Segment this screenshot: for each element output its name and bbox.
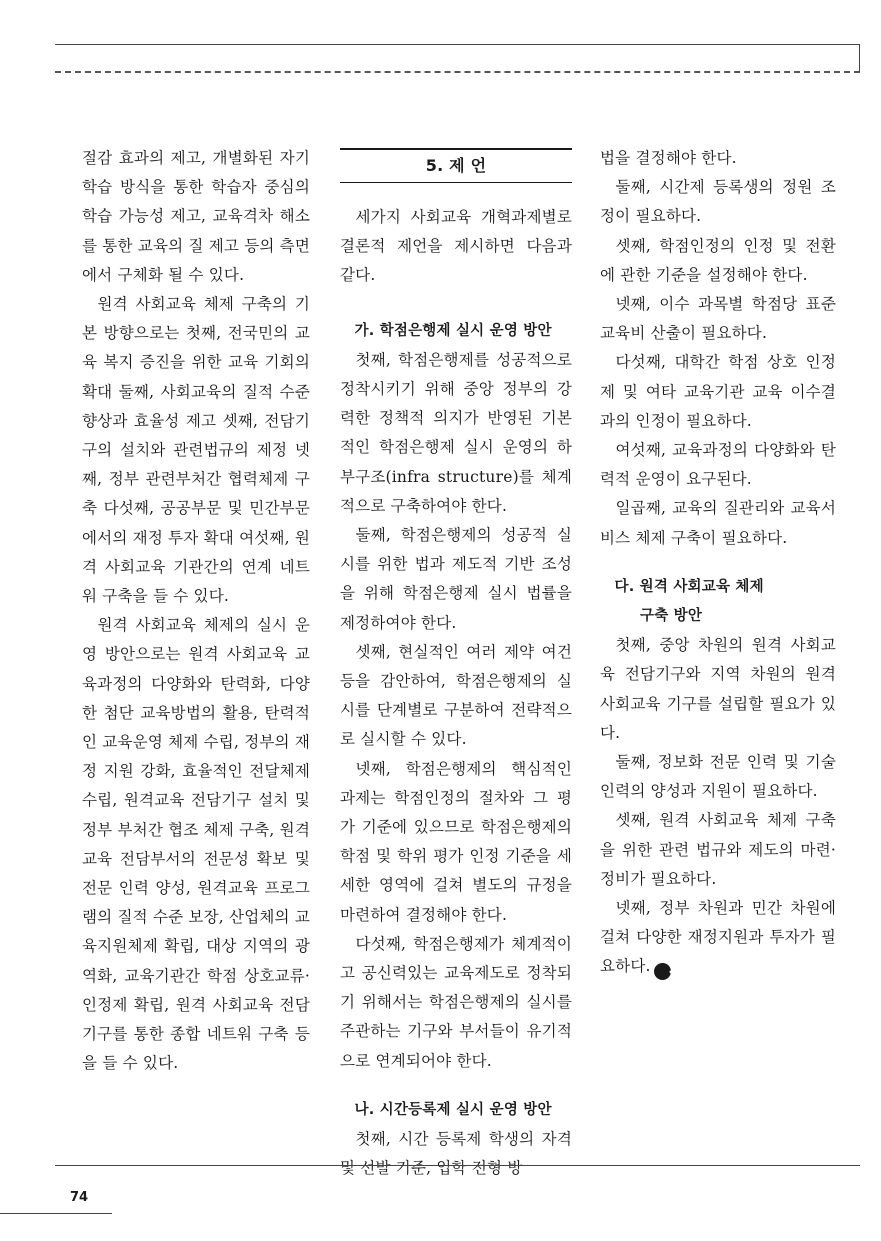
subsection-a-paragraph-2: 둘째, 학점은행제의 성공적 실시를 위한 법과 제도적 기반 조성을 위해 학점은행제 실시 법률을 제정하여야 한다.	[340, 526, 572, 632]
subsection-b-paragraph-3: 셋째, 학점인정의 인정 및 전환에 관한 기준을 설정해야 한다.	[600, 236, 836, 284]
page-number: 74	[70, 1190, 89, 1205]
header-rule-dashed	[55, 71, 860, 73]
header-rule-end	[859, 44, 860, 72]
subsection-c-title-cont: 구축 방안	[640, 608, 703, 625]
subsection-a-paragraph-3: 셋째, 현실적인 여러 제약 여건 등을 감안하여, 학점은행제의 실시를 단계별로 구분하여 전략적으로 실시할 수 있다.	[340, 642, 572, 749]
subsection-c-paragraph-3: 셋째, 원격 사회교육 체제 구축을 위한 관련 법규와 제도의 마련·정비가 필요하다.	[600, 811, 836, 888]
subsection-a-title: 가. 학점은행제 실시 운영 방안	[354, 322, 552, 339]
subsection-b-paragraph-2: 둘째, 시간제 등록생의 정원 조정이 필요하다.	[600, 178, 836, 226]
column-1	[82, 144, 310, 1079]
column-3	[600, 144, 836, 982]
end-of-article-icon: ◆	[654, 963, 671, 980]
section-title: 5. 제 언	[340, 148, 572, 183]
subsection-a-paragraph-4: 넷째, 학점은행제의 핵심적인 과제는 학점인정의 절차와 그 평가 기준에 있으므로 학점은행제의 학점 및 학위 평가 인정 기준을 세세한 영역에 걸쳐 별도의 규정을 마련하여 결정해야 한다.	[340, 759, 572, 924]
subsection-b-title: 나. 시간등록제 실시 운영 방안	[354, 1101, 552, 1118]
subsection-c-paragraph-4	[600, 894, 836, 982]
subsection-c-title: 다. 원격 사회교육 체제	[614, 578, 764, 595]
column-1-paragraph-2: 원격 사회교육 체제 구축의 기본 방향으로는 첫째, 전국민의 교육 복지 증진을 위한 교육 기회의 확대 둘째, 사회교육의 질적 수준 향상과 효율성 제고 셋째, 전담기구의 설치와 관련법규의 제정 넷째, 정부 관련부처간 협력체제 구축 다섯째, 공공부문 및 민간부문에서의 재정 투자 확대 여섯째, 원격 사회교육 기관간의 연계 네트워 구축을 들 수 있다.	[82, 295, 311, 606]
column-2	[340, 144, 572, 1184]
last-paragraph-text: 넷째, 정부 차원과 민간 차원에 걸쳐 다양한 재정지원과 투자가 필요하다.	[600, 899, 836, 976]
subsection-b-paragraph-5: 다섯째, 대학간 학점 상호 인정제 및 여타 교육기관 교육 이수결과의 인정이 필요하다.	[600, 353, 836, 430]
column-3-continuation: 법을 결정해야 한다.	[600, 149, 737, 167]
subsection-b-paragraph-4: 넷째, 이수 과목별 학점당 표준교육비 산출이 필요하다.	[600, 295, 836, 343]
column-1-paragraph-1: 절감 효과의 제고, 개별화된 자기학습 방식을 통한 학습자 중심의 학습 가능성 제고, 교육격차 해소를 통한 교육의 질 제고 등의 측면에서 구체화 될 수 있다.	[82, 149, 311, 284]
subsection-a-paragraph-1: 첫째, 학점은행제를 성공적으로 정착시키기 위해 중앙 정부의 강력한 정책적 의지가 반영된 기본적인 학점은행제 실시 운영의 하부구조(infra structure)를 체계적으로 구축하여야 한다.	[340, 350, 572, 515]
subsection-c-paragraph-1: 첫째, 중앙 차원의 원격 사회교육 전담기구와 지역 차원의 원격 사회교육 기구를 설립할 필요가 있다.	[600, 636, 836, 742]
subsection-a-paragraph-5: 다섯째, 학점은행제가 체계적이고 공신력있는 교육제도로 정착되기 위해서는 학점은행제의 실시를 주관하는 기구와 부서들이 유기적으로 연계되어야 한다.	[340, 934, 572, 1070]
subsection-c-paragraph-2: 둘째, 정보화 전문 인력 및 기술 인력의 양성과 지원이 필요하다.	[600, 753, 836, 801]
footer-rule	[55, 1165, 860, 1166]
subsection-b-paragraph-1: 첫째, 시간 등록제 학생의 자격 및 선발 기준, 입학 전형 방	[340, 1130, 572, 1178]
subsection-b-paragraph-7: 일곱째, 교육의 질관리와 교육서비스 체제 구축이 필요하다.	[600, 499, 836, 547]
intro-paragraph: 세가지 사회교육 개혁과제별로 결론적 제언을 제시하면 다음과 같다.	[340, 208, 572, 285]
column-1-paragraph-3: 원격 사회교육 체제의 실시 운영 방안으로는 원격 사회교육 교육과정의 다양화와 탄력화, 다양한 첨단 교육방법의 활용, 탄력적인 교육운영 체제 수립, 정부의 재정 지원 강화, 효율적인 전달체제 수립, 원격교육 전담기구 설치 및 정부 부처간 협조 체제 구축, 원격교육 전담부서의 전문성 확보 및 전문 인력 양성, 원격교육 프로그램의 질적 수준 보장, 산업체의 교육지원체제 확립, 대상 지역의 광역화, 교육기관간 학점 상호교류·인정제 확립, 원격 사회교육 전담기구를 통한 종합 네트워 구축 등을 들 수 있다.	[82, 616, 311, 1073]
subsection-b-paragraph-6: 여섯째, 교육과정의 다양화와 탄력적 운영이 요구된다.	[600, 441, 836, 489]
page-number-rule	[0, 1213, 112, 1214]
header-rule-top	[55, 44, 860, 45]
